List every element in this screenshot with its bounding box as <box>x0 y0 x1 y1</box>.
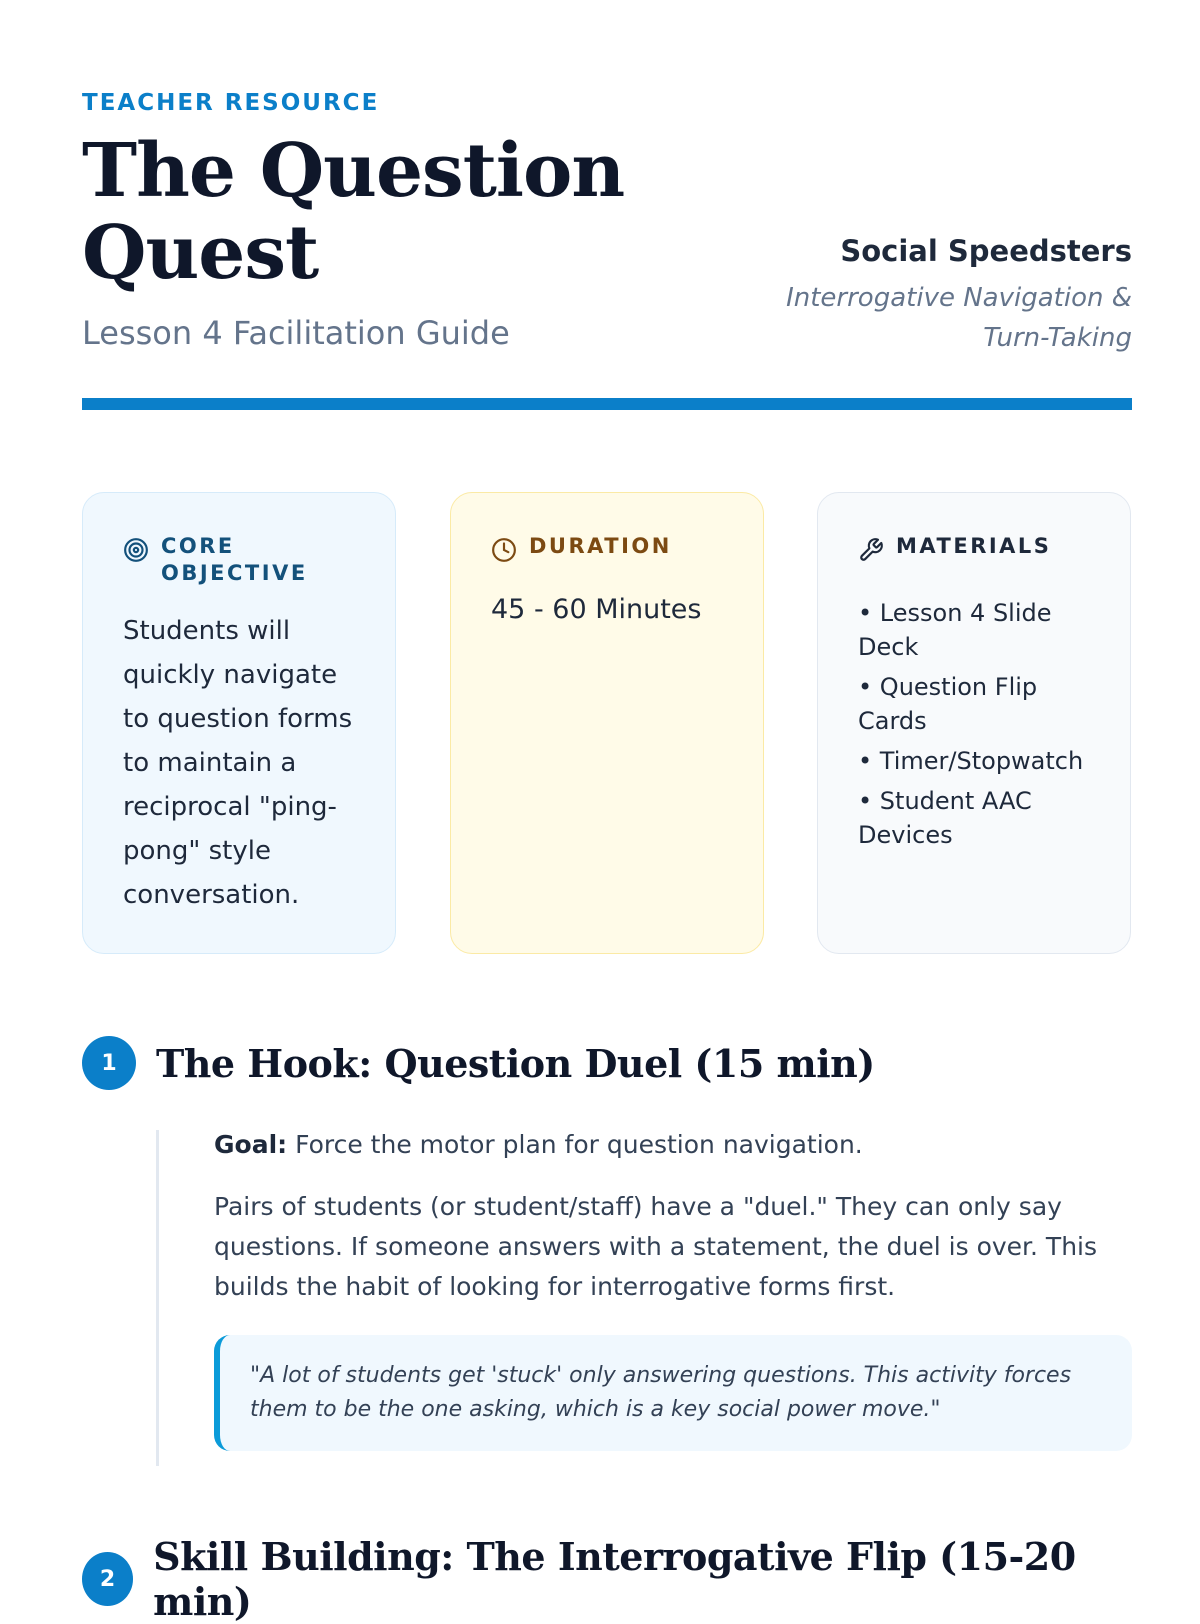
materials-item: • Student AAC Devices <box>858 784 1090 852</box>
core-objective-text: Students will quickly navigate to question forms to maintain a reciprocal "ping-pong" style conversation. <box>123 616 353 910</box>
duration-value: 45 - 60 Minutes <box>491 594 702 625</box>
clock-icon <box>491 533 517 568</box>
materials-label: MATERIALS <box>896 534 1052 558</box>
lesson-guide-page <box>82 0 1132 1624</box>
materials-item: • Question Flip Cards <box>858 670 1090 738</box>
materials-list <box>858 596 1090 852</box>
section-2-header <box>82 1534 1132 1624</box>
series-name: Social Speedsters <box>840 234 1132 268</box>
core-objective-card <box>82 492 396 954</box>
materials-item: • Timer/Stopwatch <box>858 744 1090 778</box>
wrench-icon <box>858 533 884 568</box>
resource-kicker: TEACHER RESOURCE <box>82 90 380 116</box>
section-title: The Hook: Question Duel (15 min) <box>156 1040 875 1086</box>
duration-card <box>450 492 764 954</box>
section-1-body <box>156 1130 1132 1466</box>
teacher-tip-quote: "A lot of students get 'stuck' only answering questions. This activity forces them to be the one asking, which is a key social power move." <box>214 1335 1132 1451</box>
series-subtitle: Interrogative Navigation & Turn-Taking <box>786 283 1132 353</box>
page-title: The Question Quest <box>82 128 625 296</box>
core-objective-label: CORE OBJECTIVE <box>161 534 308 585</box>
section-goal <box>214 1130 1132 1159</box>
header-divider <box>82 398 1132 410</box>
goal-label: Goal: <box>214 1130 288 1159</box>
materials-item: • Lesson 4 Slide Deck <box>858 596 1090 664</box>
materials-card <box>817 492 1131 954</box>
goal-text: Force the motor plan for question navigation. <box>295 1130 863 1159</box>
section-title: Skill Building: The Interrogative Flip (15-20 min) <box>153 1534 1076 1624</box>
lesson-subtitle: Lesson 4 Facilitation Guide <box>82 314 510 352</box>
section-description: Pairs of students (or student/staff) have a "duel." They can only say questions. If someone answers with a statement, the duel is over. This builds the habit of looking for interrogative forms first. <box>214 1192 1098 1301</box>
target-icon <box>123 533 149 568</box>
section-1-header <box>82 1036 875 1090</box>
duration-label: DURATION <box>529 534 672 558</box>
section-number-badge: 2 <box>82 1552 133 1606</box>
section-number-badge: 1 <box>82 1036 136 1090</box>
